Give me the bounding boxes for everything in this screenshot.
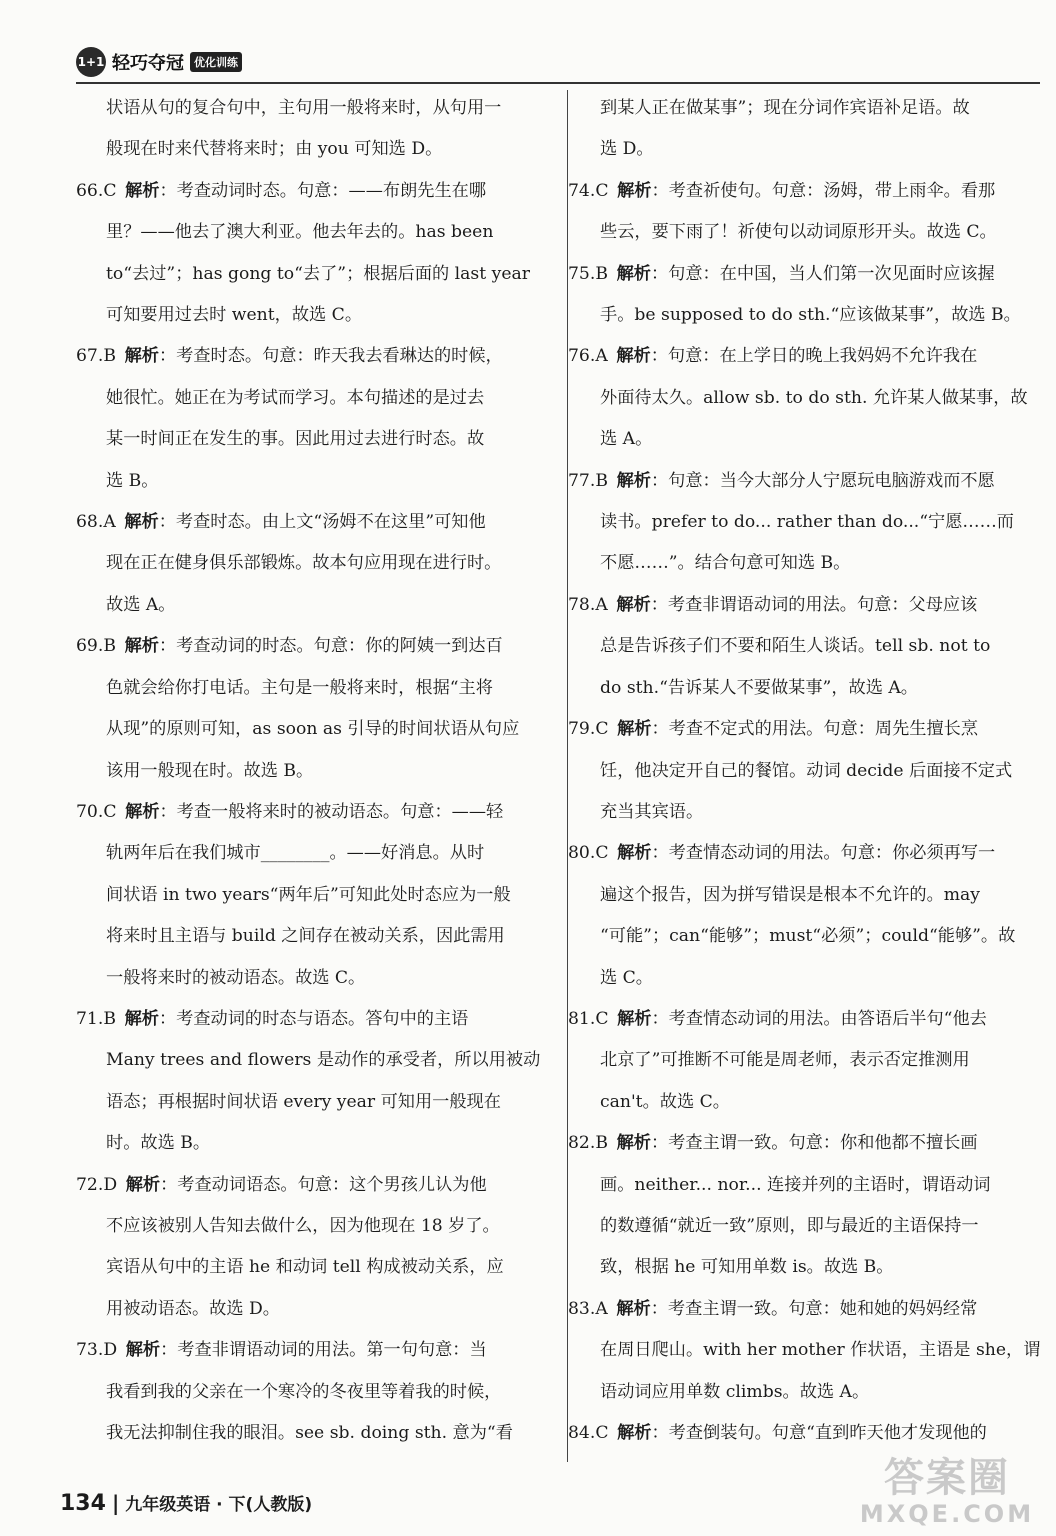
answer-entry: [76, 171, 540, 337]
answer-continuation-line: 我看到我的父亲在一个寒冷的冬夜里等着我的时候，: [106, 1381, 502, 1402]
answer-continuation-line: 选 C。: [600, 967, 653, 988]
answer-number: 78.A: [568, 594, 608, 615]
answer-continuation-line: 宾语从句中的主语 he 和动词 tell 构成被动关系，应: [106, 1257, 504, 1278]
answer-text: ：句意：在中国，当人们第一次见面时应该握: [650, 263, 995, 284]
answer-text: ：考查主谓一致。句意：你和他都不擅长画: [650, 1133, 978, 1154]
answer-continuation-line: 某一时间正在发生的事。因此用过去进行时态。故: [106, 429, 485, 450]
answer-first-line: [568, 254, 1038, 295]
answer-continuation-line: 在周日爬山。with her mother 作状语，主语是 she，谓: [600, 1340, 1041, 1361]
answer-first-line: [76, 626, 540, 667]
answer-number: 71.B: [76, 1008, 116, 1029]
analysis-label: 解析: [125, 1340, 161, 1361]
answer-continuation-line: 可知要用过去时 went，故选 C。: [106, 305, 363, 326]
left-column: [76, 88, 540, 1454]
answer-first-line: [76, 502, 540, 543]
mascot-logo-icon: 1+1: [76, 47, 106, 77]
answer-entry: [568, 585, 1038, 709]
watermark-url: MXQE.COM: [859, 1500, 1035, 1528]
answer-entry: [568, 171, 1038, 254]
analysis-label: 解析: [616, 594, 651, 615]
answer-entry: [568, 461, 1038, 585]
answer-entry: [76, 1165, 540, 1331]
answer-continuation-line: 选 B。: [106, 470, 159, 491]
answer-continuation-line: “可能”；can“能够”；must“必须”；could“能够”。故: [600, 926, 1016, 947]
left-entries: [76, 171, 540, 1455]
analysis-label: 解析: [616, 346, 651, 367]
answer-number: 70.C: [76, 801, 117, 822]
answer-continuation-line: 她很忙。她正在为考试而学习。本句描述的是过去: [106, 387, 485, 408]
analysis-label: 解析: [616, 1133, 651, 1154]
answer-number: 82.B: [568, 1133, 608, 1154]
answer-continuation-line: 遍这个报告，因为拼写错误是根本不允许的。may: [600, 884, 981, 905]
answer-continuation-line: do sth.“告诉某人不要做某事”，故选 A。: [600, 677, 918, 698]
answer-first-line: [568, 709, 1038, 750]
answer-continuation-line: 选 A。: [600, 429, 653, 450]
answer-continuation-line: 的数遵循“就近一致”原则，即与最近的主语保持一: [600, 1215, 979, 1236]
answer-entry: [568, 1289, 1041, 1413]
answer-entry: [76, 336, 540, 502]
answer-number: 72.D: [76, 1174, 118, 1195]
answer-text: ：考查一般将来时的被动语态。句意：——轻: [159, 801, 504, 822]
answer-continuation-line: 故选 A。: [106, 594, 176, 615]
answer-number: 76.A: [568, 346, 608, 367]
watermark-text: 答案圈: [884, 1455, 1010, 1501]
answer-entry: [568, 1413, 1038, 1454]
answer-continuation-line: 从现”的原则可知，as soon as 引导的时间状语从句应: [106, 719, 520, 740]
answer-entry: [568, 999, 1038, 1123]
answer-number: 81.C: [568, 1008, 609, 1029]
answer-continuation-line: 充当其宾语。: [600, 801, 704, 822]
answer-continuation-line: 不应该被别人告知去做什么，因为他现在 18 岁了。: [106, 1215, 500, 1236]
answer-continuation-line: 读书。prefer to do... rather than do...“宁愿……而: [600, 512, 1014, 533]
analysis-label: 解析: [125, 1174, 161, 1195]
answer-continuation-line: 色就会给你打电话。主句是一般将来时，根据“主将: [106, 677, 493, 698]
answer-number: 84.C: [568, 1423, 609, 1443]
answer-continuation-line: 里？——他去了澳大利亚。他去年去的。has been: [106, 222, 494, 243]
answer-continuation-line: 些云，要下雨了！祈使句以动词原形开头。故选 C。: [600, 222, 997, 243]
analysis-label: 解析: [616, 1298, 651, 1319]
left-continuation: [76, 88, 540, 171]
analysis-label: 解析: [124, 1008, 159, 1029]
answer-continuation-line: 手。be supposed to do sth.“应该做某事”，故选 B。: [600, 305, 1021, 326]
answer-continuation-line: 饪，他决定开自己的餐馆。动词 decide 后面接不定式: [600, 760, 1013, 781]
right-continuation: [568, 88, 1038, 171]
answer-text: ：考查主谓一致。句意：她和她的妈妈经常: [650, 1298, 978, 1319]
analysis-label: 解析: [617, 719, 652, 740]
answer-entry: [76, 1330, 540, 1454]
answer-continuation-line: can't。故选 C。: [600, 1091, 730, 1112]
answer-entry: [568, 833, 1038, 999]
answer-continuation-line: 不愿……”。结合句意可知选 B。: [600, 553, 851, 574]
answer-continuation-line: 轨两年后在我们城市________。——好消息。从时: [106, 843, 485, 864]
answer-number: 69.B: [76, 636, 116, 657]
answer-number: 74.C: [568, 180, 609, 201]
answer-first-line: [76, 336, 540, 377]
answer-continuation-line: 外面待太久。allow sb. to do sth. 允许某人做某事，故: [600, 387, 1028, 408]
answer-text: ：考查不定式的用法。句意：周先生擅长烹: [651, 719, 979, 740]
analysis-label: 解析: [125, 801, 160, 822]
answer-text: ：考查动词语态。句意：这个男孩儿认为他: [160, 1174, 487, 1195]
answer-number: 83.A: [568, 1298, 608, 1319]
answer-continuation-line: 北京了”可推断不可能是周老师，表示否定推测用: [600, 1050, 970, 1071]
analysis-label: 解析: [124, 346, 159, 367]
answer-continuation-line: 画。neither... nor... 连接并列的主语时，谓语动词: [600, 1174, 991, 1195]
answer-text: ：考查祈使句。句意：汤姆，带上雨伞。看那: [651, 180, 996, 201]
page-number: 134: [60, 1491, 106, 1516]
answer-text: ：考查动词时态。句意：——布朗先生在哪: [159, 180, 487, 201]
answer-number: 75.B: [568, 263, 608, 284]
brand-title: 轻巧夺冠: [112, 53, 184, 74]
answer-continuation-line: 致，根据 he 可知用单数 is。故选 B。: [600, 1257, 894, 1278]
answer-entry: [568, 1123, 1038, 1289]
text-line: 选 D。: [600, 139, 654, 160]
text-line: 般现在时来代替将来时；由 you 可知选 D。: [106, 139, 443, 160]
answer-entry: [76, 626, 540, 792]
answer-first-line: [568, 336, 1038, 377]
analysis-label: 解析: [617, 1423, 652, 1443]
answer-number: 80.C: [568, 843, 609, 864]
answer-entry: [76, 502, 540, 626]
answer-entry: [76, 792, 540, 999]
answer-continuation-line: 一般将来时的被动语态。故选 C。: [106, 967, 366, 988]
answer-number: 67.B: [76, 346, 116, 367]
answer-text: ：考查倒装句。句意“直到昨天他才发现他的: [651, 1423, 987, 1443]
answer-continuation-line: Many trees and flowers 是动作的承受者，所以用被动: [106, 1050, 541, 1071]
answer-first-line: [568, 1413, 1038, 1454]
analysis-label: 解析: [617, 180, 652, 201]
answer-first-line: [76, 1330, 540, 1371]
right-column: [568, 88, 1041, 1454]
answer-continuation-line: 语动词应用单数 climbs。故选 A。: [600, 1381, 870, 1402]
answer-first-line: [568, 1289, 1038, 1330]
text-line: 状语从句的复合句中，主句用一般将来时，从句用一: [106, 98, 502, 118]
answer-number: 73.D: [76, 1340, 118, 1361]
analysis-label: 解析: [124, 512, 159, 533]
answer-text: ：考查动词的时态与语态。答句中的主语: [158, 1008, 469, 1029]
answer-number: 79.C: [568, 719, 609, 740]
answer-continuation-line: 将来时且主语与 build 之间存在被动关系，因此需用: [106, 926, 505, 947]
analysis-label: 解析: [616, 470, 651, 491]
answer-first-line: [76, 171, 540, 212]
right-entries: [568, 171, 1041, 1455]
answer-text: ：考查时态。句意：昨天我去看琳达的时候，: [158, 346, 503, 367]
analysis-label: 解析: [124, 636, 159, 657]
answer-entry: [568, 709, 1038, 833]
answer-first-line: [568, 999, 1038, 1040]
answer-text: ：考查情态动词的用法。由答语后半句“他去: [651, 1008, 987, 1029]
header-divider: [76, 82, 1040, 84]
answer-entry: [76, 999, 540, 1165]
page-footer: [60, 1490, 312, 1516]
footer-separator: |: [111, 1491, 120, 1515]
answer-continuation-line: 用被动语态。故选 D。: [106, 1298, 280, 1319]
text-line: 到某人正在做某事”；现在分词作宾语补足语。故: [600, 98, 970, 118]
answer-first-line: [76, 999, 540, 1040]
answer-first-line: [568, 833, 1038, 874]
answer-first-line: [568, 1123, 1038, 1164]
watermark-logo: [852, 1456, 1042, 1530]
answer-text: ：考查非谓语动词的用法。第一句句意：当: [160, 1340, 487, 1361]
answer-text: ：句意：当今大部分人宁愿玩电脑游戏而不愿: [650, 470, 995, 491]
answer-first-line: [568, 585, 1038, 626]
analysis-label: 解析: [617, 1008, 652, 1029]
answer-continuation-line: 该用一般现在时。故选 B。: [106, 760, 314, 781]
book-title: 九年级英语 · 下(人教版): [125, 1495, 313, 1515]
answer-continuation-line: 我无法抑制住我的眼泪。see sb. doing sth. 意为“看: [106, 1423, 513, 1443]
answer-continuation-line: 总是告诉孩子们不要和陌生人谈话。tell sb. not to: [600, 636, 991, 657]
answer-continuation-line: 现在正在健身俱乐部锻炼。故本句应用现在进行时。: [106, 553, 502, 574]
analysis-label: 解析: [617, 843, 652, 864]
answer-entry: [568, 254, 1038, 337]
analysis-label: 解析: [125, 180, 160, 201]
answer-text: ：考查时态。由上文“汤姆不在这里”可知他: [158, 512, 486, 533]
answer-first-line: [76, 792, 540, 833]
answer-continuation-line: 语态；再根据时间状语 every year 可知用一般现在: [106, 1091, 501, 1112]
brand-subtitle: 优化训练: [190, 52, 242, 72]
answer-number: 77.B: [568, 470, 608, 491]
answer-continuation-line: to“去过”；has gong to“去了”；根据后面的 last year: [106, 263, 530, 284]
answer-first-line: [76, 1165, 540, 1206]
analysis-label: 解析: [616, 263, 651, 284]
answer-first-line: [568, 461, 1038, 502]
header-brand: [76, 46, 242, 78]
answer-number: 68.A: [76, 512, 116, 533]
answer-text: ：句意：在上学日的晚上我妈妈不允许我在: [650, 346, 978, 367]
answer-text: ：考查情态动词的用法。句意：你必须再写一: [651, 843, 996, 864]
answer-text: ：考查非谓语动词的用法。句意：父母应该: [650, 594, 978, 615]
answer-first-line: [568, 171, 1038, 212]
answer-continuation-line: 间状语 in two years“两年后”可知此处时态应为一般: [106, 884, 511, 905]
answer-entry: [568, 336, 1038, 460]
answer-number: 66.C: [76, 180, 117, 201]
answer-continuation-line: 时。故选 B。: [106, 1133, 211, 1154]
answer-text: ：考查动词的时态。句意：你的阿姨一到达百: [158, 636, 503, 657]
